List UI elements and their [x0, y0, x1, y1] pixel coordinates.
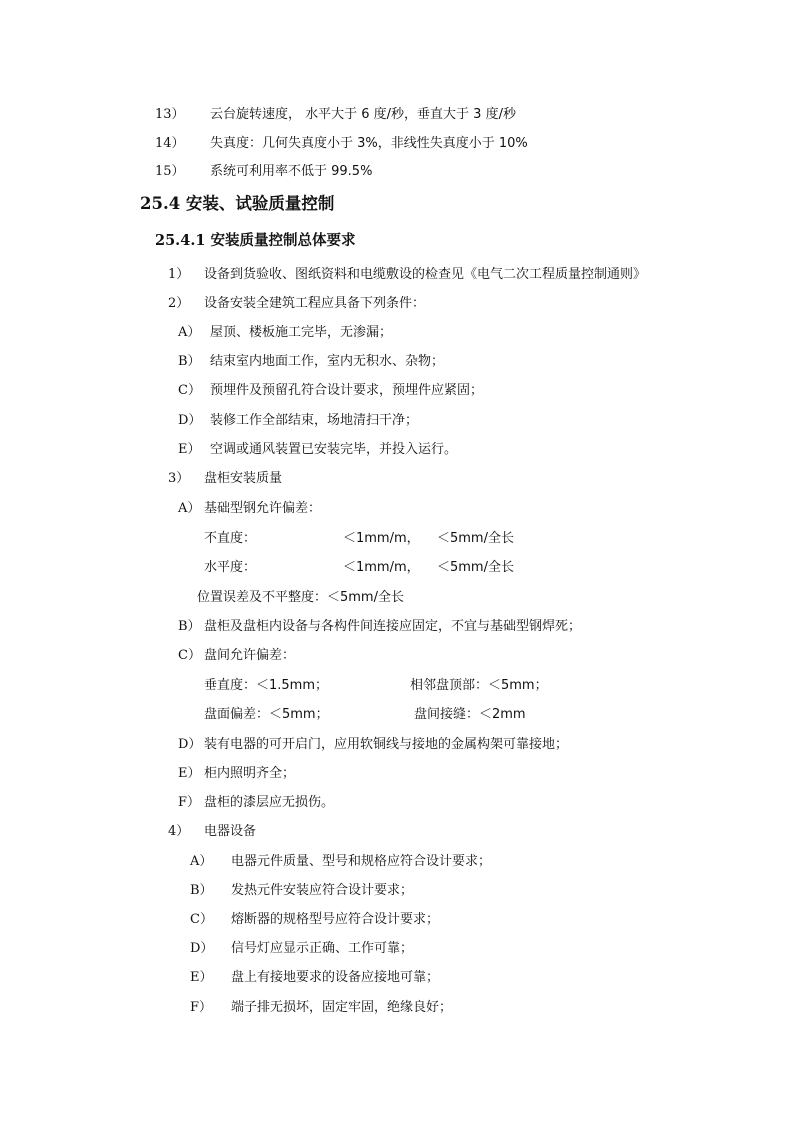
sub-item-text: 熔断器的规格型号应符合设计要求；: [231, 912, 440, 927]
sub-item-mark: F）: [178, 795, 201, 810]
list-number: 4）: [168, 824, 190, 839]
sub-item-mark: E）: [178, 766, 201, 781]
list-number: 15）: [155, 164, 185, 179]
list-item-text: 设备到货验收、图纸资料和电缆敷设的检查见《电气二次工程质量控制通则》: [204, 267, 647, 282]
sub-item-text: 装修工作全部结束，场地清扫干净；: [210, 413, 419, 428]
sub-item-text: 结束室内地面工作，室内无积水、杂物；: [210, 354, 445, 369]
list-item-text: 电器设备: [204, 824, 257, 839]
sub-item-text: 盘柜及盘柜内设备与各构件间连接应固定，不宜与基础型钢焊死；: [204, 619, 582, 634]
face-deviation-tolerance: 盘面偏差：＜5mm；: [204, 707, 329, 722]
sub-item-text: 盘上有接地要求的设备应接地可靠；: [231, 970, 440, 985]
sub-item-text: 柜内照明齐全；: [204, 766, 296, 781]
section-heading: 25.4 安装、试验质量控制: [140, 194, 335, 213]
list-number: 13）: [155, 107, 185, 122]
sub-item-mark: E）: [178, 442, 201, 457]
levelness-total: ＜5mm/全长: [437, 560, 514, 575]
sub-item-mark: B）: [178, 619, 201, 634]
list-number: 2）: [168, 296, 190, 311]
sub-item-mark: D）: [178, 737, 202, 752]
sub-item-mark: B）: [178, 354, 201, 369]
sub-item-text: 发热元件安装应符合设计要求；: [231, 883, 414, 898]
sub-item-mark: E）: [190, 970, 213, 985]
list-number: 3）: [168, 471, 190, 486]
sub-item-mark: B）: [190, 883, 213, 898]
sub-item-mark: C）: [190, 912, 213, 927]
subsection-heading: 25.4.1 安装质量控制总体要求: [155, 232, 356, 249]
sub-item-text: 盘柜的漆层应无损伤。: [204, 795, 335, 810]
sub-item-text: 盘间允许偏差：: [204, 648, 296, 663]
sub-item-text: 端子排无损坏，固定牢固，绝缘良好；: [231, 1000, 453, 1015]
list-item-text: 失真度：几何失真度小于 3%，非线性失真度小于 10%: [210, 136, 528, 151]
sub-item-mark: D）: [190, 941, 214, 956]
levelness-label: 水平度：: [204, 560, 257, 575]
sub-item-mark: A）: [178, 501, 201, 516]
list-item-text: 系统可利用率不低于 99.5%: [210, 164, 373, 179]
joint-gap-tolerance: 盘间接缝：＜2mm: [414, 707, 526, 722]
position-tolerance: 位置误差及不平整度：＜5mm/全长: [197, 590, 404, 605]
adjacent-top-tolerance: 相邻盘顶部：＜5mm；: [410, 678, 548, 693]
verticality-tolerance: 垂直度：＜1.5mm；: [204, 678, 329, 693]
list-item-text: 盘柜安装质量: [204, 471, 283, 486]
straightness-label: 不直度：: [204, 531, 257, 546]
sub-item-text: 信号灯应显示正确、工作可靠；: [231, 941, 414, 956]
sub-item-mark: C）: [178, 648, 201, 663]
sub-item-text: 基础型钢允许偏差：: [204, 501, 322, 516]
list-item-text: 云台旋转速度， 水平大于 6 度/秒，垂直大于 3 度/秒: [210, 107, 516, 122]
sub-item-text: 预埋件及预留孔符合设计要求，预埋件应紧固；: [210, 383, 484, 398]
levelness-per-meter: ＜1mm/m，: [343, 560, 420, 575]
sub-item-mark: A）: [190, 854, 213, 869]
list-number: 14）: [155, 136, 185, 151]
sub-item-mark: F）: [190, 1000, 213, 1015]
sub-item-text: 装有电器的可开启门，应用软铜线与接地的金属构架可靠接地；: [204, 737, 569, 752]
list-item-text: 设备安装全建筑工程应具备下列条件：: [204, 296, 426, 311]
sub-item-text: 电器元件质量、型号和规格应符合设计要求；: [231, 854, 492, 869]
sub-item-mark: D）: [178, 413, 202, 428]
straightness-total: ＜5mm/全长: [437, 531, 514, 546]
sub-item-text: 屋顶、楼板施工完毕，无渗漏；: [210, 325, 393, 340]
list-number: 1）: [168, 267, 190, 282]
sub-item-mark: A）: [178, 325, 201, 340]
sub-item-mark: C）: [178, 383, 201, 398]
straightness-per-meter: ＜1mm/m，: [343, 531, 420, 546]
sub-item-text: 空调或通风装置已安装完毕，并投入运行。: [210, 442, 458, 457]
